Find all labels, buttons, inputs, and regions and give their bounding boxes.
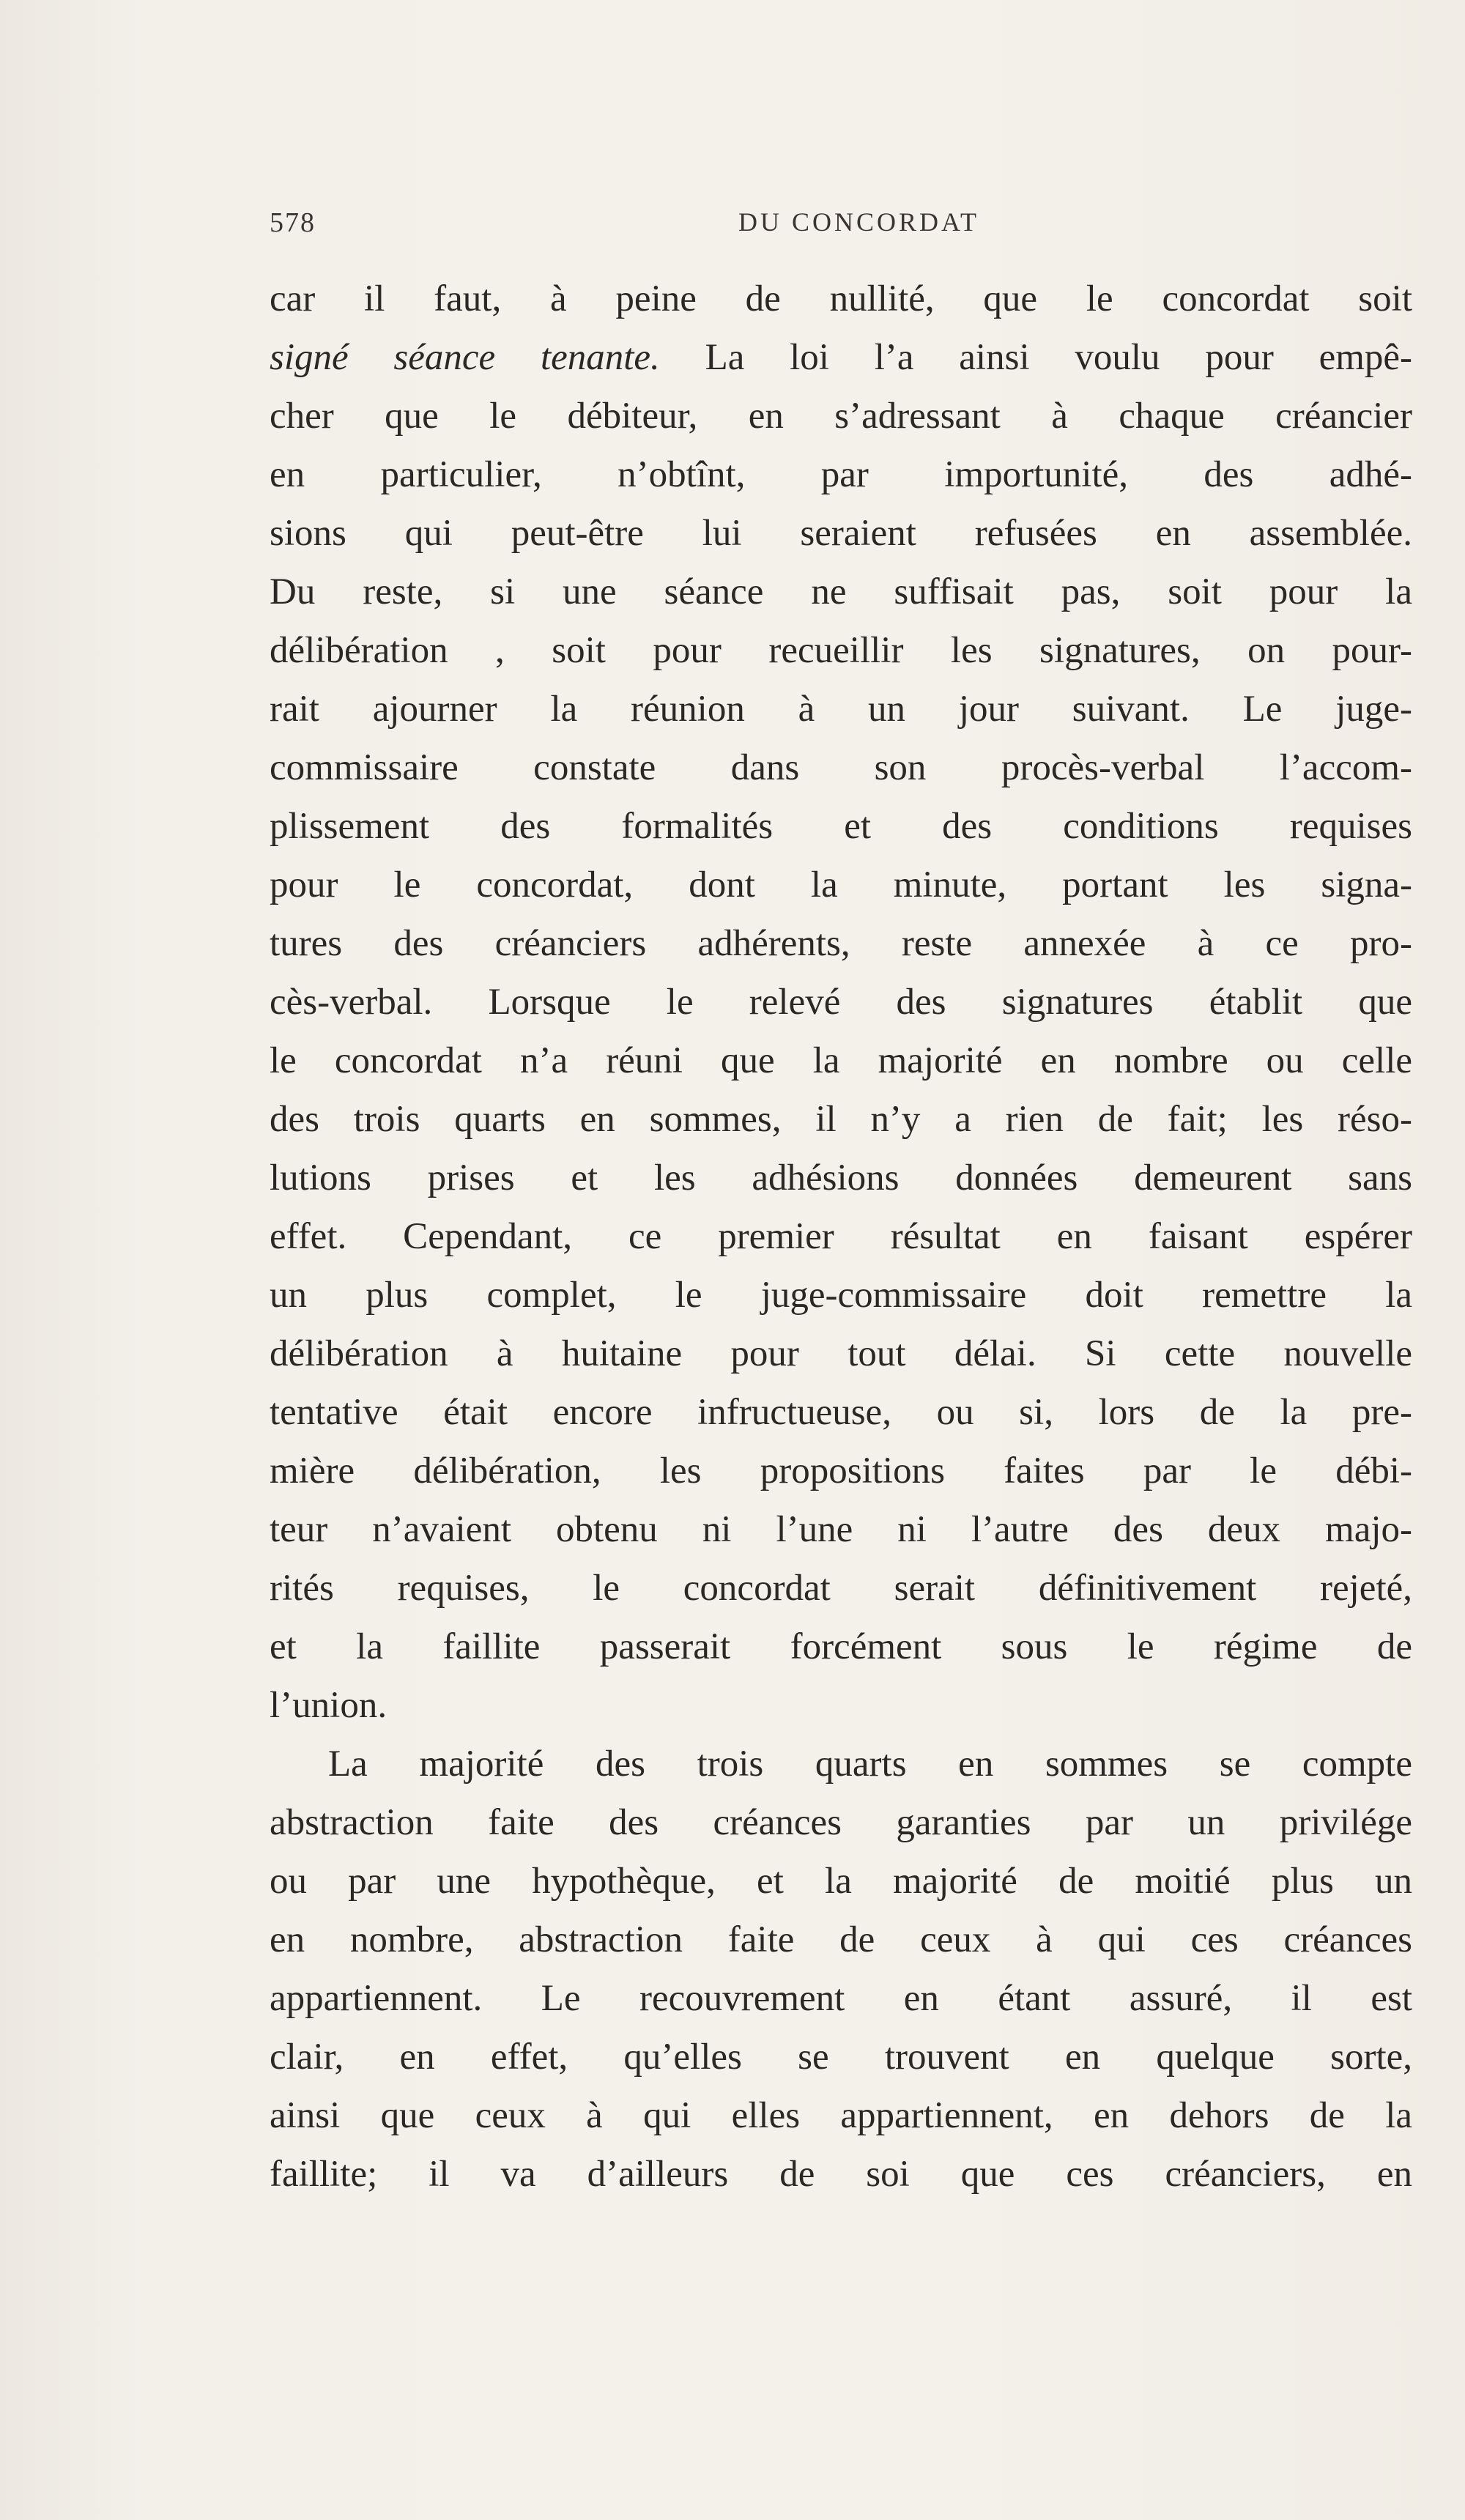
paragraph-2 (270, 1735, 1412, 2204)
body-text (270, 270, 1412, 2204)
text-line: effet. Cependant, ce premier résultat en faisant espérer (270, 1216, 1412, 1257)
text-line: commissaire constate dans son procès-verbal l’accom- (270, 747, 1412, 788)
text-line: des trois quarts en sommes, il n’y a rien de fait; les réso- (270, 1099, 1412, 1140)
text-line: en nombre, abstraction faite de ceux à qui ces créances (270, 1919, 1412, 1960)
text-line: délibération à huitaine pour tout délai. Si cette nouvelle (270, 1333, 1412, 1374)
italic-phrase: signé séance tenante. (270, 337, 660, 378)
text-line (270, 328, 1412, 387)
running-title: DU CONCORDAT (738, 207, 980, 237)
text-line: plissement des formalités et des conditions requises (270, 806, 1412, 847)
text-line: appartiennent. Le recouvrement en étant assuré, il est (270, 1978, 1412, 2019)
running-head (270, 207, 1412, 251)
page-number: 578 (270, 207, 316, 238)
text-line: teur n’avaient obtenu ni l’une ni l’autre des deux majo- (270, 1509, 1412, 1550)
text-line: cès-verbal. Lorsque le relevé des signatures établit que (270, 982, 1412, 1023)
text-line: abstraction faite des créances garanties par un privilége (270, 1802, 1412, 1843)
text-line: le concordat n’a réuni que la majorité en nombre ou celle (270, 1040, 1412, 1081)
text-line: en particulier, n’obtînt, par importunité, des adhé- (270, 454, 1412, 495)
text-line: cher que le débiteur, en s’adressant à chaque créancier (270, 396, 1412, 437)
text-line: rités requises, le concordat serait définitivement rejeté, (270, 1568, 1412, 1609)
text-line: lutions prises et les adhésions données demeurent sans (270, 1157, 1412, 1198)
text-line: tures des créanciers adhérents, reste annexée à ce pro- (270, 923, 1412, 964)
text-line: l’union. (270, 1685, 387, 1726)
text-line: un plus complet, le juge-commissaire doit remettre la (270, 1275, 1412, 1316)
paragraph-1 (270, 270, 1412, 1735)
text-line: pour le concordat, dont la minute, portant les signa- (270, 864, 1412, 905)
text-line: La majorité des trois quarts en sommes se compte (328, 1743, 1412, 1785)
text-line: clair, en effet, qu’elles se trouvent en quelque sorte, (270, 2037, 1412, 2078)
text-line: délibération , soit pour recueillir les signatures, on pour- (270, 630, 1412, 671)
text-line: Du reste, si une séance ne suffisait pas, soit pour la (270, 571, 1412, 612)
text-line: ainsi que ceux à qui elles appartiennent, en dehors de la (270, 2095, 1412, 2136)
text-line: et la faillite passerait forcément sous le régime de (270, 1626, 1412, 1667)
text-line: ou par une hypothèque, et la majorité de moitié plus un (270, 1861, 1412, 1902)
text-segment: La loi l’a ainsi voulu pour empê- (659, 337, 1412, 378)
text-line: rait ajourner la réunion à un jour suivant. Le juge- (270, 689, 1412, 730)
text-line: faillite; il va d’ailleurs de soi que ces créanciers, en (270, 2154, 1412, 2195)
text-line: sions qui peut-être lui seraient refusées en assemblée. (270, 513, 1412, 554)
text-line: tentative était encore infructueuse, ou si, lors de la pre- (270, 1392, 1412, 1433)
text-line: mière délibération, les propositions faites par le débi- (270, 1450, 1412, 1491)
text-line: car il faut, à peine de nullité, que le concordat soit (270, 278, 1412, 319)
